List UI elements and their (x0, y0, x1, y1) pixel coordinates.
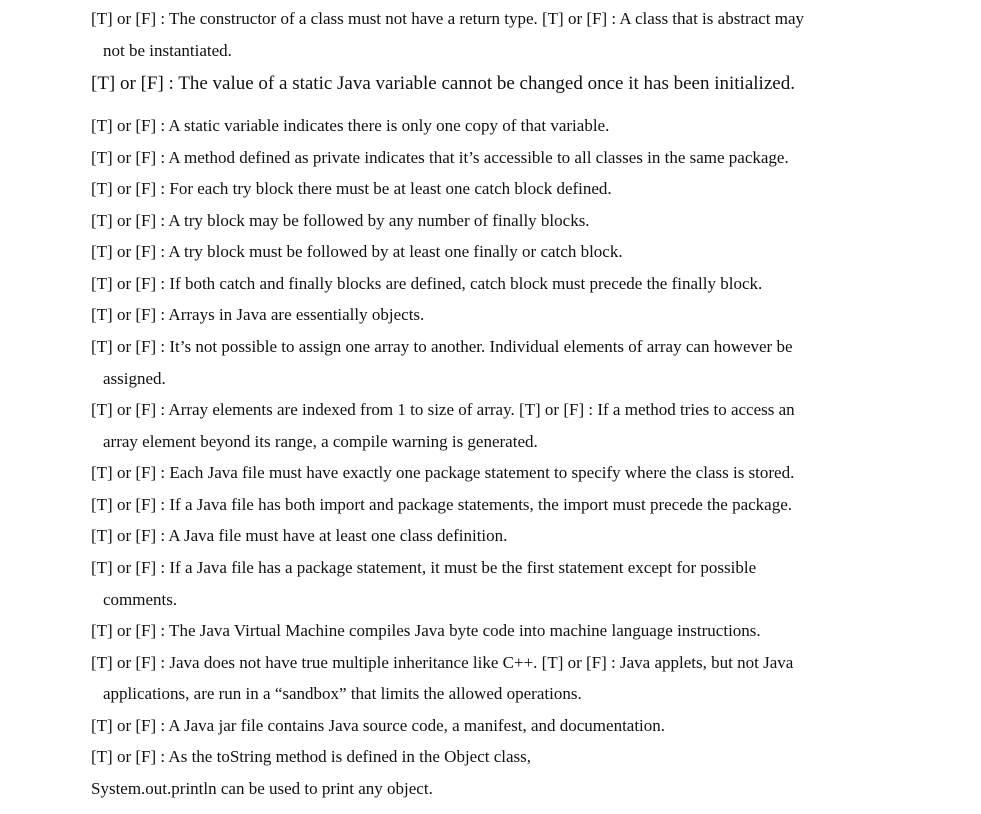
text-line-20: [T] or [F] : The Java Virtual Machine compiles Java byte code into machine language instructions. (91, 621, 761, 640)
text-line-18: [T] or [F] : If a Java file has a package statement, it must be the first statement except for possible (91, 558, 757, 577)
text-line-21: [T] or [F] : Java does not have true multiple inheritance like C++. [T] or [F] : Java applets, but not Java (91, 653, 794, 672)
text-line-1: [T] or [F] : The constructor of a class must not have a return type. [T] or [F] : A class that is abstract may (91, 9, 805, 28)
text-line-10: [T] or [F] : Arrays in Java are essentially objects. (91, 305, 425, 324)
text-line-5: [T] or [F] : A method defined as private indicates that it’s accessible to all classes in the same package. (91, 148, 789, 167)
text-line-16: [T] or [F] : If a Java file has both import and package statements, the import must precede the package. (91, 495, 793, 514)
text-line-24: [T] or [F] : As the toString method is defined in the Object class, (91, 747, 532, 766)
text-line-6: [T] or [F] : For each try block there must be at least one catch block defined. (91, 179, 612, 198)
text-line-13: [T] or [F] : Array elements are indexed from 1 to size of array. [T] or [F] : If a method tries to access an (91, 400, 795, 419)
text-line-14: array element beyond its range, a compile warning is generated. (103, 432, 538, 451)
text-line-12: assigned. (103, 369, 166, 388)
text-line-2: not be instantiated. (103, 41, 232, 60)
text-line-4: [T] or [F] : A static variable indicates there is only one copy of that variable. (91, 116, 610, 135)
text-line-9: [T] or [F] : If both catch and finally blocks are defined, catch block must precede the finally block. (91, 274, 763, 293)
text-line-3: [T] or [F] : The value of a static Java variable cannot be changed once it has been initialized. (91, 73, 795, 94)
text-line-11: [T] or [F] : It’s not possible to assign one array to another. Individual elements of array can however be (91, 337, 793, 356)
text-line-17: [T] or [F] : A Java file must have at least one class definition. (91, 526, 508, 545)
text-line-19: comments. (103, 590, 178, 609)
text-line-7: [T] or [F] : A try block may be followed by any number of finally blocks. (91, 211, 590, 230)
text-line-8: [T] or [F] : A try block must be followed by at least one finally or catch block. (91, 242, 623, 261)
text-line-15: [T] or [F] : Each Java file must have exactly one package statement to specify where the class is stored. (91, 463, 795, 482)
text-line-23: [T] or [F] : A Java jar file contains Java source code, a manifest, and documentation. (91, 716, 666, 735)
text-line-22: applications, are run in a “sandbox” that limits the allowed operations. (103, 684, 582, 703)
text-line-25: System.out.println can be used to print any object. (91, 779, 433, 798)
